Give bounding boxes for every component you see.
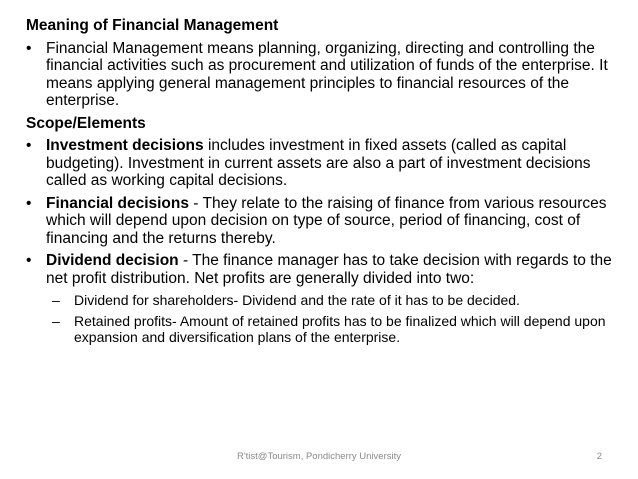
bullet-icon: •	[26, 39, 32, 57]
bullet-icon: •	[26, 137, 32, 154]
bullet-dividend-text: - The finance manager has to take decision with regards to the net profit distribution. Net profits are generally divided into two:	[46, 252, 612, 287]
sub-bullet-text: Dividend for shareholders- Dividend and the rate of it has to be decided.	[74, 292, 520, 308]
sub-bullet-text: Retained profits- Amount of retained profits has to be finalized which will depend upon expansion and diversification plans of the enterprise.	[74, 312, 606, 345]
heading-meaning: Meaning of Financial Management	[26, 17, 279, 34]
bullet-financial	[26, 195, 626, 248]
bullet-financial-title: Financial decisions	[46, 194, 189, 212]
footer-text: R'tist@Tourism, Pondicherry University	[236, 451, 402, 462]
bullet-icon: •	[26, 252, 32, 269]
bullet-dividend	[26, 252, 626, 287]
bullet-investment-text: includes investment in fixed assets (called as capital budgeting). Investment in current assets are also a part of investment decisions called as working capital decisions.	[46, 137, 591, 189]
bullet-investment-title: Investment decisions	[46, 137, 204, 154]
bullet-investment	[26, 137, 626, 190]
sub-bullet-retained-profits	[26, 313, 626, 346]
dash-icon: –	[52, 312, 60, 329]
dash-icon: –	[52, 292, 60, 308]
sub-bullet-dividend-shareholders	[26, 292, 626, 309]
bullet-icon: •	[26, 194, 32, 212]
bullet-meaning	[26, 40, 626, 110]
page-number: 2	[596, 451, 602, 462]
bullet-dividend-title: Dividend decision	[46, 252, 179, 269]
heading-scope: Scope/Elements	[26, 114, 146, 132]
bullet-financial-text: - They relate to the raising of finance from various resources which will depend upon decision on type of source, period of financing, cost of financing and the returns thereby.	[46, 194, 607, 247]
meaning-text: Financial Management means planning, organizing, directing and controlling the financial activities such as procurement and utilization of funds of the enterprise. It means applying general management principles to financial resources of the enterprise.	[46, 39, 608, 109]
slide-content	[26, 17, 626, 350]
